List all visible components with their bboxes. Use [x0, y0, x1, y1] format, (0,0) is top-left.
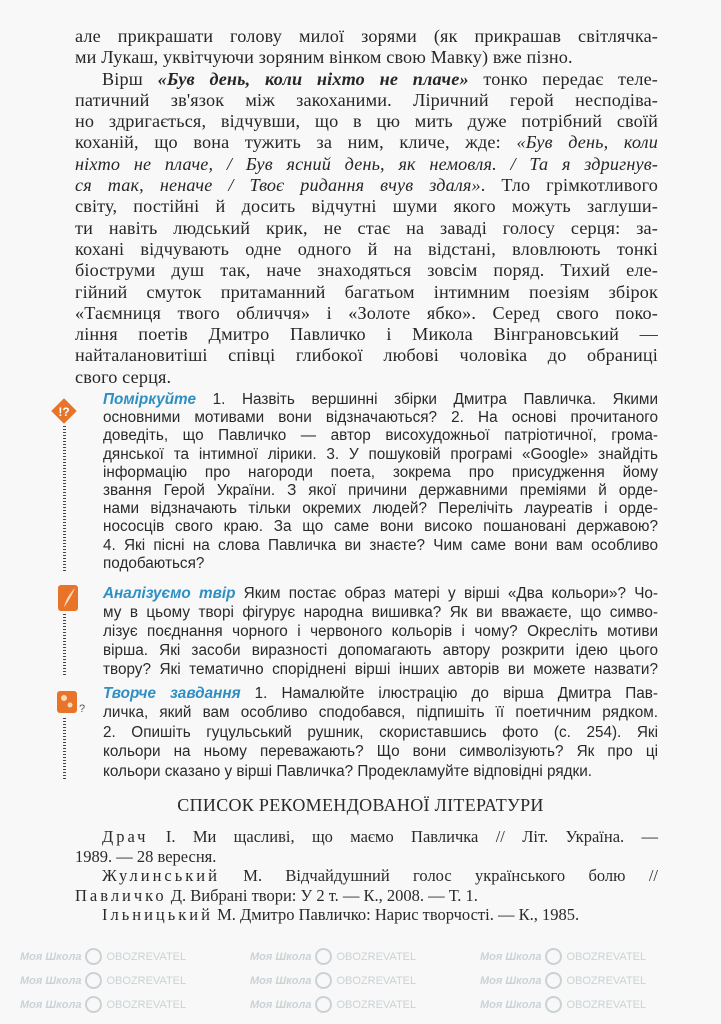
- text-line: [103, 518, 658, 536]
- text-line: [75, 847, 658, 867]
- watermark-logo-icon: [545, 996, 562, 1013]
- text-line: [103, 409, 658, 427]
- watermark: [480, 996, 646, 1013]
- svg-text:!?: !?: [58, 405, 70, 419]
- text-segment: біоструми душ так, наче знаходяться зовсім поряд. Тихий еле-: [75, 260, 658, 281]
- text-segment: коханій, що вона тужить за ним, кличе, жде:: [75, 132, 517, 153]
- text-segment: Д. Вибрані твори: У 2 т. — К., 2008. — Т. 1.: [166, 885, 478, 905]
- text-line: [103, 622, 658, 641]
- text-segment: ся так, неначе / Твоє ридання вчув здаля»: [75, 175, 481, 196]
- text-segment: М. Дмитро Павличко: Нарис творчості. — К., 1985.: [212, 905, 580, 925]
- text-segment: личка, який вам особливо сподобався, підпишіть її поетичним рядком.: [103, 704, 658, 722]
- text-segment: «Таємниця твого обличчя» і «Золоте ябко». Серед свого поко-: [75, 302, 658, 323]
- analyze-task: [103, 584, 658, 679]
- text-segment: 1. Намалюйте ілюстрацію до вірша Дмитра Пав-: [240, 685, 659, 702]
- watermark-brand: OBOZREVATEL: [566, 998, 647, 1011]
- watermark: [20, 948, 186, 965]
- text-line: [75, 218, 658, 239]
- text-segment: інформацію про нагороди поета, зокрема про присудження йому: [103, 463, 658, 481]
- text-segment: світу, постійні й досить відчутні шуми якого можуть заглуши-: [75, 196, 658, 217]
- text-segment: тонко передає теле-: [468, 68, 658, 89]
- divider-dots: [63, 718, 66, 780]
- text-segment: Ільницький: [102, 905, 213, 925]
- watermark: [250, 948, 416, 965]
- text-segment: кольори сказано у вірші Павличка? Продекламуйте відповідні рядки.: [103, 762, 593, 780]
- watermark-logo-icon: [315, 972, 332, 989]
- text-segment: дянської та інтимної лірики. 3. У пошуковій програмі «Google» знайдіть: [103, 445, 658, 463]
- text-segment: Драч: [102, 827, 149, 846]
- text-segment: «Був день, коли ніхто не плаче»: [157, 68, 469, 89]
- text-line: [75, 866, 658, 886]
- watermark-brand: OBOZREVATEL: [336, 974, 417, 987]
- text-segment: му в цьому творі фігурує народна вишивка? Як ви вважаєте, що симво-: [103, 604, 658, 621]
- task-title: Поміркуйте: [103, 391, 196, 408]
- watermark-school: Моя Школа: [480, 998, 542, 1011]
- watermark-brand: OBOZREVATEL: [336, 950, 417, 963]
- text-line: [103, 703, 658, 722]
- text-segment: «Був день, коли: [516, 132, 658, 153]
- text-line: [103, 446, 658, 464]
- text-line: [75, 905, 658, 925]
- watermark: [20, 996, 186, 1013]
- text-line: [75, 367, 658, 388]
- watermark-school: Моя Школа: [20, 998, 82, 1011]
- text-line: [75, 324, 658, 345]
- text-segment: кохані відчувають одне одного й на відстані, вловлюють тонкі: [75, 238, 658, 259]
- text-segment: доведіть, що Павличко — автор висохудожньої патріотичної, грома-: [103, 427, 658, 445]
- text-line: [103, 555, 658, 573]
- text-segment: . Тло грімкотливого: [480, 175, 658, 196]
- quill-icon: [56, 583, 80, 613]
- watermark: [480, 972, 646, 989]
- text-segment: Вірш: [102, 68, 158, 89]
- watermark-logo-icon: [85, 996, 102, 1013]
- watermark: [20, 972, 186, 989]
- text-line: [75, 345, 658, 366]
- watermark-brand: OBOZREVATEL: [566, 950, 647, 963]
- text-line: [103, 584, 658, 603]
- text-line: [75, 90, 658, 111]
- text-segment: М. Відчайдушний голос українського болю //: [219, 866, 658, 886]
- text-line: [75, 827, 658, 847]
- think-task: [103, 391, 658, 573]
- text-segment: І. Ми щасливі, що маємо Павличка // Літ. Україна. —: [148, 827, 658, 846]
- text-line: [75, 260, 658, 281]
- watermark-school: Моя Школа: [250, 950, 312, 963]
- text-segment: ти навіть людський крик, не стає на заваді голосу серця: за-: [75, 217, 658, 238]
- text-line: [75, 154, 658, 175]
- text-line: [103, 464, 658, 482]
- watermark-brand: OBOZREVATEL: [106, 974, 187, 987]
- text-line: [103, 427, 658, 445]
- watermark-school: Моя Школа: [20, 950, 82, 963]
- text-segment: ніхто не плаче, / Був ясний день, як немовля. / Та я здригнув-: [75, 153, 658, 174]
- watermark-logo-icon: [85, 972, 102, 989]
- exclamation-question-icon: [50, 397, 78, 425]
- watermark: [250, 972, 416, 989]
- text-segment: ми Лукаш, уквітчуючи зоряним вінком свою Мавку) вже пізно.: [75, 47, 573, 68]
- text-segment: 2. Опишіть гуцульський рушник, скориставшись фото (с. 254). Які: [103, 723, 658, 741]
- watermark-logo-icon: [545, 948, 562, 965]
- watermark: [250, 996, 416, 1013]
- text-line: [75, 47, 658, 68]
- task-title: Аналізуємо твір: [103, 585, 236, 602]
- text-line: [103, 500, 658, 518]
- watermark-brand: OBOZREVATEL: [106, 950, 187, 963]
- watermark-brand: OBOZREVATEL: [566, 974, 647, 987]
- text-segment: гійний смуток притаманний багатьом інтимним поезіям збірок: [75, 281, 658, 302]
- palette-question-icon: [54, 688, 84, 718]
- watermark-logo-icon: [85, 948, 102, 965]
- text-segment: основними мотивами вони відзначаються? 2. На основі прочитаного: [103, 409, 658, 427]
- text-segment: твору? Які тематично споріднені вірші інших авторів ви можете назвати?: [103, 661, 658, 678]
- text-segment: Яким постає образ матері у вірші «Два кольори»? Чо-: [235, 585, 658, 602]
- svg-text:?: ?: [79, 703, 86, 715]
- watermark: [480, 948, 646, 965]
- text-line: [103, 537, 658, 555]
- bibliography-title: СПИСОК РЕКОМЕНДОВАНОЇ ЛІТЕРАТУРИ: [177, 795, 544, 815]
- text-segment: подобаються?: [103, 554, 205, 572]
- bibliography-list: [75, 827, 658, 925]
- text-segment: 1989. — 28 вересня.: [75, 846, 217, 866]
- text-line: [75, 132, 658, 153]
- task-title: Творче завдання: [103, 685, 241, 702]
- text-line: [75, 282, 658, 303]
- text-segment: нами відзначають тільки окремих людей? Перелічіть лауреатів і орде-: [103, 500, 658, 518]
- text-line: [75, 239, 658, 260]
- creative-task: [103, 684, 658, 781]
- watermark-logo-icon: [315, 996, 332, 1013]
- text-segment: але прикрашати голову милої зорями (як прикрашав світлячка-: [75, 26, 658, 46]
- text-line: [103, 603, 658, 622]
- text-line: [103, 482, 658, 500]
- text-line: [103, 742, 658, 761]
- text-segment: но здригається, відчувши, що в цю мить дуже потрібний своїй: [75, 111, 658, 132]
- text-segment: 1. Назвіть вершинні збірки Дмитра Павличка. Якими: [195, 391, 658, 408]
- text-segment: Павличко: [75, 885, 167, 905]
- divider-dots: [63, 426, 66, 572]
- watermark-school: Моя Школа: [480, 974, 542, 987]
- body-text: [75, 26, 658, 388]
- text-segment: кольори на ньому переважають? Що вони символізують? Як про ці: [103, 743, 658, 761]
- text-segment: звання Герой України. З якої причини державними преміями й орде-: [103, 482, 658, 500]
- watermark-logo-icon: [545, 972, 562, 989]
- text-line: [75, 26, 658, 47]
- text-line: [103, 762, 658, 781]
- text-line: [75, 886, 658, 906]
- text-line: [75, 303, 658, 324]
- text-line: [75, 175, 658, 196]
- divider-dots: [63, 614, 66, 676]
- watermark-school: Моя Школа: [250, 998, 312, 1011]
- text-segment: патичний зв'язок між закоханими. Ліричний герой несподіва-: [75, 89, 658, 110]
- text-line: [103, 684, 658, 703]
- text-line: [103, 391, 658, 409]
- text-segment: нососців свого краю. За що саме вони високо пошановані державою?: [103, 518, 658, 536]
- text-line: [75, 111, 658, 132]
- text-segment: вірша. Які засоби виразності допомагають автору розкрити ідею цього: [103, 642, 658, 659]
- text-segment: лізує поєднання чорного і червоного кольорів і чому? Окресліть мотиви: [103, 623, 658, 640]
- text-line: [103, 723, 658, 742]
- text-segment: 4. Які пісні на слова Павличка ви знаєте? Чим саме вони вам особливо: [103, 536, 658, 554]
- text-line: [75, 69, 658, 90]
- watermark-brand: OBOZREVATEL: [106, 998, 187, 1011]
- text-segment: найталановитіші співці глибокої любові чоловіка до обраниці: [75, 345, 658, 366]
- text-line: [75, 196, 658, 217]
- text-segment: Жулинський: [102, 866, 220, 886]
- text-line: [103, 660, 658, 679]
- text-segment: ління поетів Дмитро Павличко і Микола Вінграновський —: [75, 324, 658, 345]
- watermark-logo-icon: [315, 948, 332, 965]
- text-line: [103, 641, 658, 660]
- text-segment: свого серця.: [75, 366, 172, 387]
- watermark-school: Моя Школа: [480, 950, 542, 963]
- watermark-school: Моя Школа: [250, 974, 312, 987]
- watermark-brand: OBOZREVATEL: [336, 998, 417, 1011]
- watermark-school: Моя Школа: [20, 974, 82, 987]
